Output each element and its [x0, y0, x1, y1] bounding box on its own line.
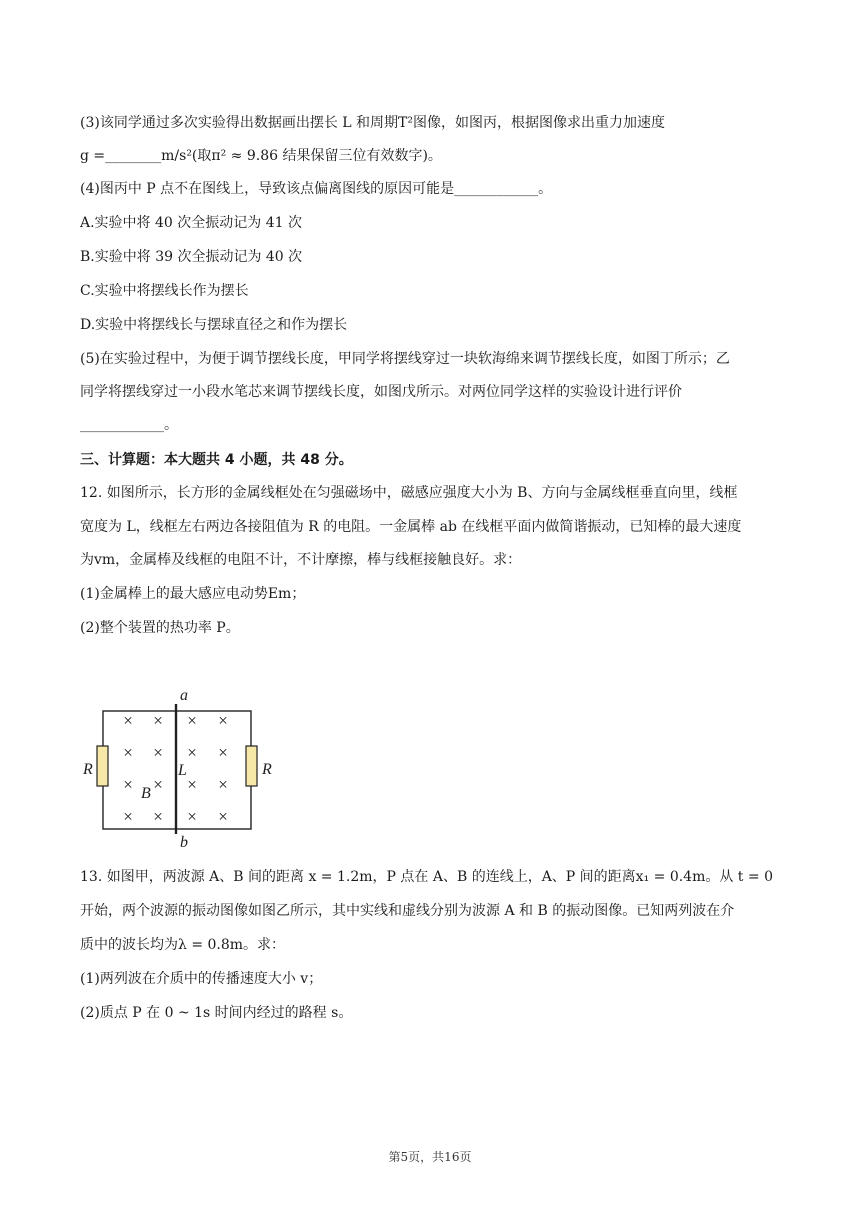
label-a: a: [180, 687, 188, 704]
q12-line1: 12. 如图所示，长方形的金属线框处在匀强磁场中，磁感应强度大小为 B、方向与金属线框垂直向里，线框: [80, 485, 738, 501]
q11-option-a: A.实验中将 40 次全振动记为 41 次: [80, 215, 302, 231]
q13-sub1: (1)两列波在介质中的传播速度大小 v；: [80, 971, 323, 987]
label-r-left: R: [83, 761, 93, 778]
q12-line2: 宽度为 L，线框左右两边各接阻值为 R 的电阻。一金属棒 ab 在线框平面内做简谐振动，已知棒的最大速度: [80, 519, 742, 535]
svg-text:×: ×: [187, 711, 197, 730]
svg-text:×: ×: [123, 807, 133, 826]
label-l: L: [178, 762, 187, 779]
svg-text:×: ×: [187, 807, 197, 826]
resistor-left: [97, 746, 108, 786]
q12-circuit-figure: [80, 684, 290, 850]
svg-text:×: ×: [153, 743, 163, 762]
svg-text:×: ×: [153, 807, 163, 826]
q12-sub1: (1)金属棒上的最大感应电动势Em；: [80, 586, 306, 602]
q13-line1: 13. 如图甲，两波源 A、B 间的距离 x = 1.2m，P 点在 A、B 的连线上，A、P 间的距离x₁ = 0.4m。从 t = 0: [80, 869, 773, 885]
resistor-right: [246, 746, 257, 786]
q13-line2: 开始，两个波源的振动图像如图乙所示，其中实线和虚线分别为波源 A 和 B 的振动图像。已知两列波在介: [80, 903, 735, 919]
q12-line3: 为vm，金属棒及线框的电阻不计，不计摩擦，棒与线框接触良好。求：: [80, 552, 522, 568]
q11-part5-line2: 同学将摆线穿过一小段水笔芯来调节摆线长度，如图戊所示。对两位同学这样的实验设计进行评价: [80, 384, 682, 400]
svg-text:×: ×: [187, 743, 197, 762]
label-b-field: B: [141, 785, 151, 802]
svg-text:×: ×: [153, 775, 163, 794]
q11-option-c: C.实验中将摆线长作为摆长: [80, 283, 249, 299]
svg-text:×: ×: [218, 807, 228, 826]
section-heading: 三、计算题：本大题共 4 小题，共 48 分。: [80, 452, 353, 468]
svg-text:×: ×: [123, 743, 133, 762]
q11-part3-line1: (3)该同学通过多次实验得出数据画出摆长 L 和周期T²图像，如图丙，根据图像求出重力加速度: [80, 115, 665, 131]
q11-part5-line3: ____________。: [80, 417, 178, 433]
q11-option-b: B.实验中将 39 次全振动记为 40 次: [80, 249, 303, 265]
q13-line3: 质中的波长均为λ = 0.8m。求：: [80, 937, 286, 953]
q11-part4: (4)图丙中 P 点不在图线上，导致该点偏离图线的原因可能是____________。: [80, 181, 553, 197]
svg-text:×: ×: [123, 775, 133, 794]
svg-text:×: ×: [153, 711, 163, 730]
q11-part5-line1: (5)在实验过程中，为便于调节摆线长度，甲同学将摆线穿过一块软海绵来调节摆线长度，如图丁所示；乙: [80, 351, 730, 367]
q11-option-d: D.实验中将摆线长与摆球直径之和作为摆长: [80, 317, 348, 333]
label-b: b: [180, 834, 188, 850]
svg-text:×: ×: [187, 775, 197, 794]
svg-text:×: ×: [123, 711, 133, 730]
svg-text:×: ×: [218, 775, 228, 794]
svg-text:×: ×: [218, 711, 228, 730]
page-number: 第5页，共16页: [388, 1150, 472, 1164]
label-r-right: R: [262, 761, 272, 778]
svg-text:×: ×: [218, 743, 228, 762]
q12-sub2: (2)整个装置的热功率 P。: [80, 620, 240, 636]
q13-sub2: (2)质点 P 在 0 ~ 1s 时间内经过的路程 s。: [80, 1005, 353, 1021]
q11-part3-line2: g =________m/s²(取π² ≈ 9.86 结果保留三位有效数字)。: [80, 148, 442, 164]
